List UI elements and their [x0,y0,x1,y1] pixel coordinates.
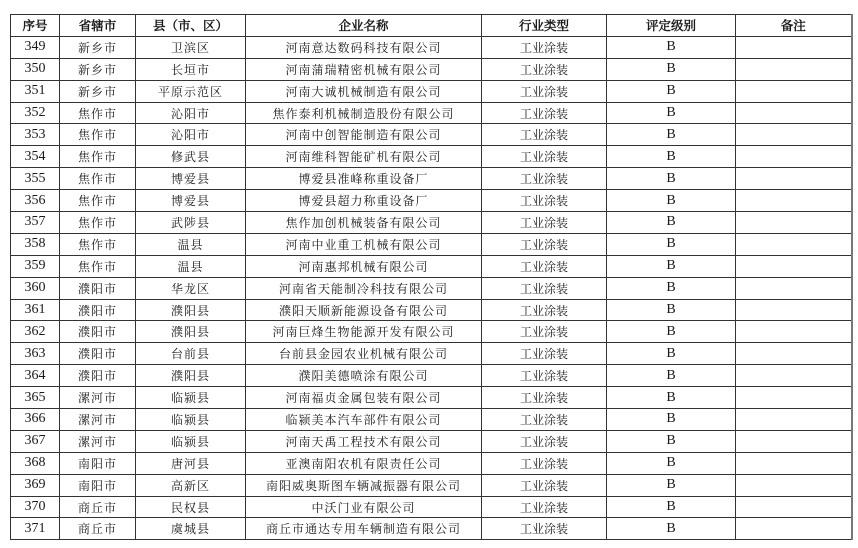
cell-company-name: 商丘市通达专用车辆制造有限公司 [246,518,482,540]
cell-city: 濮阳市 [60,321,136,343]
cell-county: 沁阳市 [136,124,246,146]
cell-industry-type: 工业涂装 [482,496,607,518]
cell-remark [736,58,852,80]
table-row [11,452,852,474]
cell-company-name: 河南维科智能矿机有限公司 [246,146,482,168]
cell-remark [736,518,852,540]
table-row [11,233,852,255]
cell-serial-number: 355 [11,168,60,190]
table-row [11,124,852,146]
cell-industry-type: 工业涂装 [482,190,607,212]
table-row [11,80,852,102]
table-row [11,212,852,234]
cell-company-name: 中沃门业有限公司 [246,496,482,518]
table-row [11,299,852,321]
cell-company-name: 临颍美本汽车部件有限公司 [246,409,482,431]
cell-industry-type: 工业涂装 [482,255,607,277]
header-company-name: 企业名称 [246,15,482,37]
cell-remark [736,365,852,387]
cell-industry-type: 工业涂装 [482,343,607,365]
cell-county: 沁阳市 [136,102,246,124]
cell-city: 漯河市 [60,430,136,452]
cell-county: 温县 [136,233,246,255]
cell-city: 焦作市 [60,233,136,255]
cell-company-name: 南阳威奥斯图车辆减振器有限公司 [246,474,482,496]
cell-rating-level: B [607,409,736,431]
header-rating-level: 评定级别 [607,15,736,37]
cell-serial-number: 362 [11,321,60,343]
cell-serial-number: 353 [11,124,60,146]
cell-serial-number: 359 [11,255,60,277]
header-industry-type: 行业类型 [482,15,607,37]
cell-industry-type: 工业涂装 [482,124,607,146]
cell-company-name: 濮阳美德喷涂有限公司 [246,365,482,387]
cell-remark [736,496,852,518]
cell-industry-type: 工业涂装 [482,80,607,102]
cell-remark [736,233,852,255]
cell-industry-type: 工业涂装 [482,233,607,255]
cell-city: 南阳市 [60,452,136,474]
cell-county: 博爱县 [136,168,246,190]
cell-serial-number: 349 [11,36,60,58]
cell-rating-level: B [607,168,736,190]
cell-county: 华龙区 [136,277,246,299]
cell-rating-level: B [607,58,736,80]
cell-remark [736,474,852,496]
cell-remark [736,343,852,365]
cell-city: 新乡市 [60,80,136,102]
cell-rating-level: B [607,474,736,496]
cell-county: 长垣市 [136,58,246,80]
cell-rating-level: B [607,387,736,409]
cell-remark [736,387,852,409]
cell-city: 濮阳市 [60,277,136,299]
cell-industry-type: 工业涂装 [482,365,607,387]
cell-company-name: 河南蒲瑞精密机械有限公司 [246,58,482,80]
cell-county: 卫滨区 [136,36,246,58]
cell-county: 民权县 [136,496,246,518]
cell-rating-level: B [607,452,736,474]
table-row [11,255,852,277]
cell-industry-type: 工业涂装 [482,299,607,321]
cell-rating-level: B [607,80,736,102]
cell-county: 博爱县 [136,190,246,212]
cell-rating-level: B [607,146,736,168]
cell-serial-number: 354 [11,146,60,168]
cell-remark [736,277,852,299]
cell-industry-type: 工业涂装 [482,212,607,234]
cell-county: 濮阳县 [136,321,246,343]
cell-remark [736,146,852,168]
cell-company-name: 河南福贞金属包装有限公司 [246,387,482,409]
table-row [11,102,852,124]
cell-company-name: 台前县金园农业机械有限公司 [246,343,482,365]
cell-county: 临颍县 [136,430,246,452]
cell-industry-type: 工业涂装 [482,146,607,168]
cell-rating-level: B [607,255,736,277]
cell-county: 修武县 [136,146,246,168]
cell-serial-number: 366 [11,409,60,431]
cell-city: 焦作市 [60,212,136,234]
cell-company-name: 河南天禹工程技术有限公司 [246,430,482,452]
cell-city: 漯河市 [60,387,136,409]
cell-city: 新乡市 [60,58,136,80]
cell-company-name: 河南省天能制冷科技有限公司 [246,277,482,299]
cell-industry-type: 工业涂装 [482,321,607,343]
cell-company-name: 河南中创智能制造有限公司 [246,124,482,146]
cell-company-name: 河南巨烽生物能源开发有限公司 [246,321,482,343]
cell-serial-number: 358 [11,233,60,255]
cell-city: 漯河市 [60,409,136,431]
table-row [11,365,852,387]
cell-rating-level: B [607,124,736,146]
enterprise-rating-table [10,14,853,540]
cell-city: 焦作市 [60,168,136,190]
cell-remark [736,452,852,474]
cell-serial-number: 371 [11,518,60,540]
table-row [11,387,852,409]
cell-remark [736,124,852,146]
cell-serial-number: 351 [11,80,60,102]
cell-industry-type: 工业涂装 [482,102,607,124]
cell-serial-number: 350 [11,58,60,80]
cell-serial-number: 368 [11,452,60,474]
table-row [11,496,852,518]
cell-remark [736,190,852,212]
header-city: 省辖市 [60,15,136,37]
cell-serial-number: 356 [11,190,60,212]
cell-remark [736,430,852,452]
cell-company-name: 亚澳南阳农机有限责任公司 [246,452,482,474]
cell-city: 新乡市 [60,36,136,58]
cell-company-name: 焦作泰利机械制造股份有限公司 [246,102,482,124]
cell-company-name: 河南惠邦机械有限公司 [246,255,482,277]
cell-county: 温县 [136,255,246,277]
cell-company-name: 博爱县超力称重设备厂 [246,190,482,212]
table-row [11,58,852,80]
cell-remark [736,168,852,190]
cell-industry-type: 工业涂装 [482,409,607,431]
cell-city: 濮阳市 [60,365,136,387]
cell-remark [736,255,852,277]
cell-remark [736,299,852,321]
cell-city: 濮阳市 [60,299,136,321]
header-serial-number: 序号 [11,15,60,37]
cell-serial-number: 361 [11,299,60,321]
cell-rating-level: B [607,102,736,124]
table-row [11,409,852,431]
header-remark: 备注 [736,15,852,37]
cell-remark [736,409,852,431]
cell-rating-level: B [607,365,736,387]
cell-rating-level: B [607,430,736,452]
cell-industry-type: 工业涂装 [482,387,607,409]
cell-serial-number: 369 [11,474,60,496]
table-row [11,321,852,343]
cell-city: 商丘市 [60,518,136,540]
cell-remark [736,321,852,343]
cell-industry-type: 工业涂装 [482,452,607,474]
cell-rating-level: B [607,190,736,212]
cell-city: 焦作市 [60,190,136,212]
cell-company-name: 河南大诚机械制造有限公司 [246,80,482,102]
table-row [11,168,852,190]
cell-county: 濮阳县 [136,365,246,387]
cell-industry-type: 工业涂装 [482,474,607,496]
cell-serial-number: 363 [11,343,60,365]
cell-rating-level: B [607,212,736,234]
table-body [11,36,852,539]
cell-county: 临颍县 [136,387,246,409]
cell-company-name: 焦作加创机械装备有限公司 [246,212,482,234]
cell-industry-type: 工业涂装 [482,277,607,299]
cell-city: 南阳市 [60,474,136,496]
cell-company-name: 河南意达数码科技有限公司 [246,36,482,58]
cell-industry-type: 工业涂装 [482,430,607,452]
cell-remark [736,102,852,124]
cell-rating-level: B [607,277,736,299]
table-row [11,190,852,212]
table-row [11,518,852,540]
cell-industry-type: 工业涂装 [482,36,607,58]
table-row [11,36,852,58]
cell-county: 虞城县 [136,518,246,540]
cell-rating-level: B [607,496,736,518]
table-row [11,277,852,299]
cell-rating-level: B [607,321,736,343]
cell-remark [736,212,852,234]
cell-county: 临颍县 [136,409,246,431]
cell-rating-level: B [607,518,736,540]
cell-company-name: 博爱县准峰称重设备厂 [246,168,482,190]
cell-county: 武陟县 [136,212,246,234]
table-row [11,343,852,365]
cell-remark [736,36,852,58]
cell-city: 焦作市 [60,124,136,146]
cell-city: 濮阳市 [60,343,136,365]
cell-rating-level: B [607,343,736,365]
cell-serial-number: 360 [11,277,60,299]
cell-company-name: 濮阳天顺新能源设备有限公司 [246,299,482,321]
cell-serial-number: 364 [11,365,60,387]
cell-county: 平原示范区 [136,80,246,102]
cell-serial-number: 352 [11,102,60,124]
cell-serial-number: 365 [11,387,60,409]
cell-city: 焦作市 [60,146,136,168]
table-row [11,430,852,452]
cell-rating-level: B [607,36,736,58]
cell-company-name: 河南中业重工机械有限公司 [246,233,482,255]
cell-city: 焦作市 [60,255,136,277]
cell-county: 高新区 [136,474,246,496]
header-county: 县（市、区） [136,15,246,37]
table-row [11,146,852,168]
cell-county: 台前县 [136,343,246,365]
cell-industry-type: 工业涂装 [482,58,607,80]
cell-county: 唐河县 [136,452,246,474]
cell-remark [736,80,852,102]
cell-rating-level: B [607,233,736,255]
cell-industry-type: 工业涂装 [482,168,607,190]
cell-serial-number: 370 [11,496,60,518]
header-row [11,15,852,37]
cell-industry-type: 工业涂装 [482,518,607,540]
cell-serial-number: 367 [11,430,60,452]
cell-serial-number: 357 [11,212,60,234]
cell-rating-level: B [607,299,736,321]
cell-city: 商丘市 [60,496,136,518]
table-row [11,474,852,496]
cell-city: 焦作市 [60,102,136,124]
enterprise-rating-table-container [10,14,853,540]
cell-county: 濮阳县 [136,299,246,321]
